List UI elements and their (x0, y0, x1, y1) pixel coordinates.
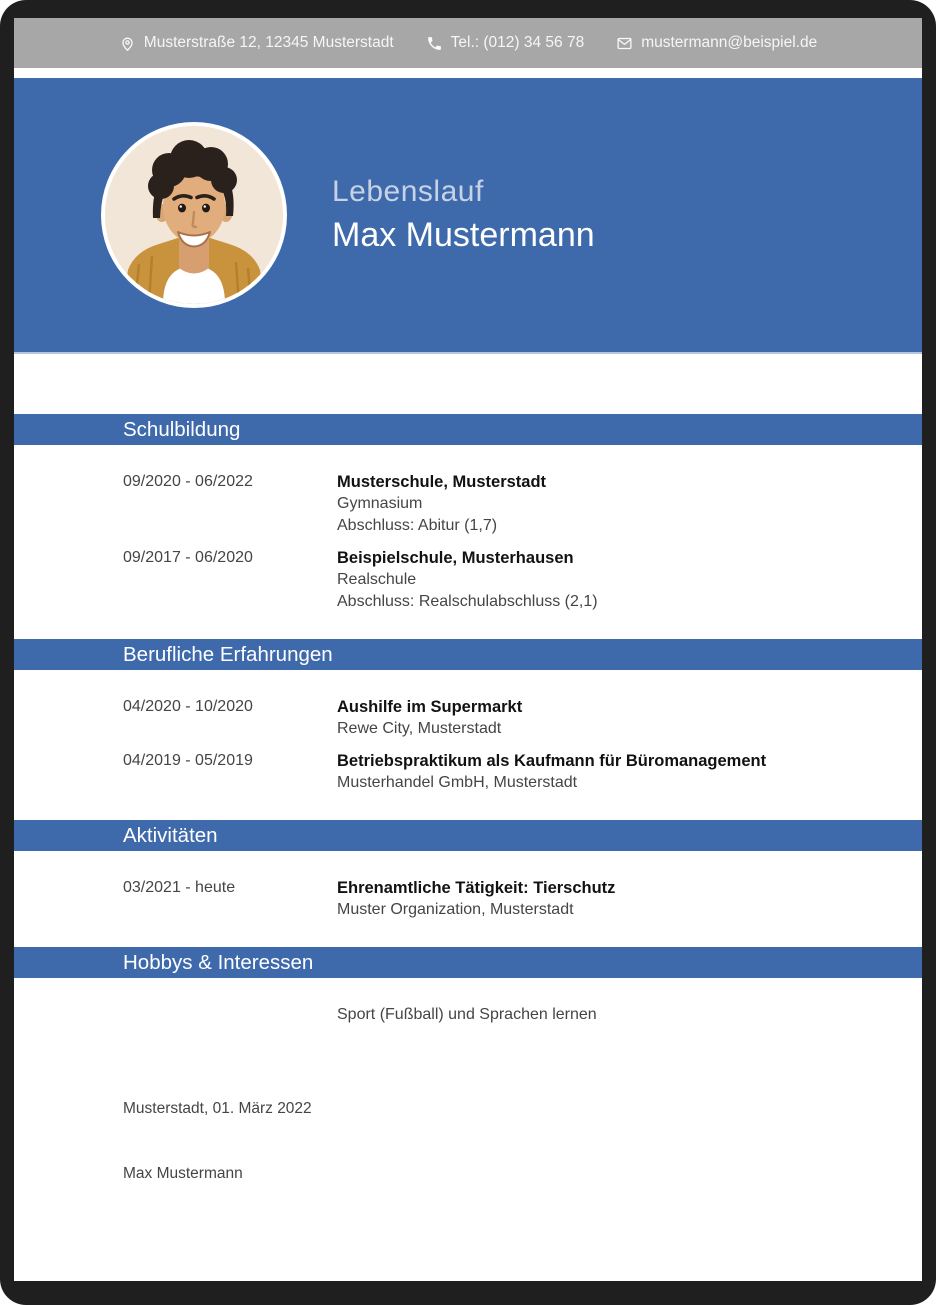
entry-details (337, 1004, 597, 1026)
entry-period: 09/2017 - 06/2020 (123, 549, 253, 566)
entry-line: Musterhandel GmbH, Musterstadt (337, 774, 578, 791)
section-title: Schulbildung (123, 417, 241, 441)
entry-period: 09/2020 - 06/2022 (123, 473, 253, 490)
envelope-icon (616, 35, 633, 52)
section-berufliche-erfahrungen (14, 639, 922, 794)
entry-period: 04/2020 - 10/2020 (123, 698, 253, 715)
section-hobbys-interessen (14, 947, 922, 1026)
section-title: Hobbys & Interessen (123, 950, 314, 974)
entry-line: Gymnasium (337, 495, 423, 512)
section-title: Aktivitäten (123, 823, 218, 847)
entry-title: Musterschule, Musterstadt (337, 473, 547, 491)
entry-line: Abschluss: Realschulabschluss (2,1) (337, 593, 598, 610)
entry-line: Abschluss: Abitur (1,7) (337, 517, 498, 534)
cv-entry (123, 1004, 922, 1026)
location-pin-icon (119, 35, 136, 52)
section-entries (14, 445, 922, 613)
contact-phone-text: Tel.: (012) 34 56 78 (450, 34, 585, 51)
section-entries (14, 670, 922, 794)
entry-period: 04/2019 - 05/2019 (123, 752, 253, 769)
entry-details (337, 750, 766, 794)
cv-entry (123, 877, 922, 921)
cv-document (14, 18, 922, 1281)
entry-details (337, 696, 522, 740)
entry-title: Betriebspraktikum als Kaufmann für Büromanagement (337, 752, 767, 770)
entry-title: Ehrenamtliche Tätigkeit: Tierschutz (337, 879, 616, 897)
footer-place-date: Musterstadt, 01. März 2022 (123, 1100, 312, 1117)
cv-entry (123, 547, 922, 613)
contact-address-text: Musterstraße 12, 12345 Musterstadt (143, 34, 394, 51)
entry-line: Muster Organization, Musterstadt (337, 901, 574, 918)
section-header-bar (14, 414, 922, 445)
section-header-bar (14, 639, 922, 670)
profile-photo (101, 122, 287, 308)
hero-text (332, 175, 595, 255)
section-title: Berufliche Erfahrungen (123, 642, 333, 666)
entry-period: 03/2021 - heute (123, 879, 236, 896)
phone-icon (426, 35, 443, 52)
entry-details (337, 877, 615, 921)
footer-signature-name: Max Mustermann (123, 1165, 243, 1182)
contact-email-text: mustermann@beispiel.de (641, 34, 818, 51)
entry-line: Rewe City, Musterstadt (337, 720, 502, 737)
section-header-bar (14, 820, 922, 851)
cv-entry (123, 471, 922, 537)
entry-line: Realschule (337, 571, 417, 588)
cv-entry (123, 750, 922, 794)
section-entries (14, 851, 922, 921)
cv-entry (123, 696, 922, 740)
section-schulbildung (14, 414, 922, 613)
entry-period (123, 1004, 337, 1026)
section-aktivitaeten (14, 820, 922, 921)
portrait-illustration (105, 126, 283, 304)
hero-header (14, 78, 922, 354)
entry-details (337, 471, 546, 537)
entry-title: Beispielschule, Musterhausen (337, 549, 574, 567)
entry-line: Sport (Fußball) und Sprachen lernen (337, 1006, 597, 1023)
contact-email (616, 34, 817, 52)
person-name: Max Mustermann (332, 216, 595, 254)
contact-bar (14, 18, 922, 68)
entry-title: Aushilfe im Supermarkt (337, 698, 523, 716)
entry-details (337, 547, 598, 613)
section-entries (14, 978, 922, 1026)
contact-phone (426, 34, 585, 52)
document-type-title: Lebenslauf (332, 175, 484, 208)
section-header-bar (14, 947, 922, 978)
contact-address (119, 34, 394, 52)
